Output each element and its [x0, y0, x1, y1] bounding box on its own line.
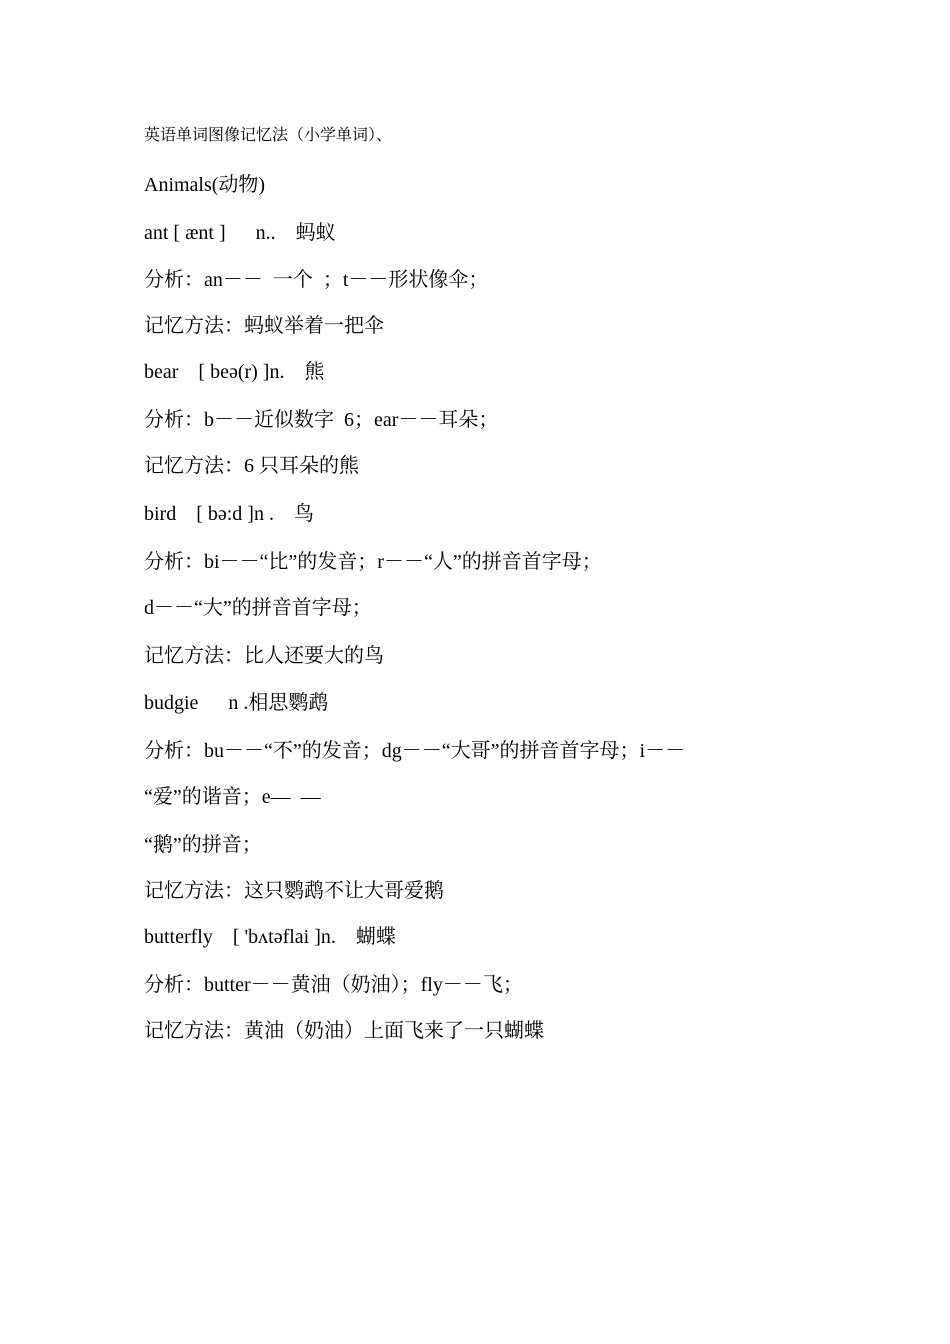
- analysis-bird: 分析：bi－－“比”的发音；r－－“人”的拼音首字母；: [144, 551, 602, 573]
- analysis-budgie-continued: “爱”的谐音；e— —: [144, 786, 321, 808]
- analysis-budgie-end: “鹅”的拼音；: [144, 834, 262, 856]
- section-heading: Animals(动物): [144, 174, 266, 196]
- word-entry-bird: bird [ bə:d ]n . 鸟: [144, 503, 314, 525]
- analysis-butterfly: 分析：butter－－黄油（奶油）；fly－－飞；: [144, 974, 523, 996]
- word-entry-butterfly: butterfly [ 'bʌtəflai ]n. 蝴蝶: [144, 926, 396, 948]
- memory-method-budgie: 记忆方法：这只鹦鹉不让大哥爱鹅: [144, 880, 444, 902]
- analysis-bird-continued: d－－“大”的拼音首字母；: [144, 597, 372, 619]
- analysis-bear: 分析：b－－近似数字 6；ear－－耳朵；: [144, 409, 499, 431]
- memory-method-bear: 记忆方法：6 只耳朵的熊: [144, 455, 359, 477]
- word-entry-bear: bear [ beə(r) ]n. 熊: [144, 361, 325, 383]
- analysis-budgie: 分析：bu－－“不”的发音；dg－－“大哥”的拼音首字母；i－－: [144, 740, 686, 762]
- word-entry-budgie: budgie n .相思鹦鹉: [144, 692, 329, 714]
- memory-method-bird: 记忆方法：比人还要大的鸟: [144, 645, 384, 667]
- document-title: 英语单词图像记忆法（小学单词）、: [144, 127, 393, 144]
- memory-method-butterfly: 记忆方法：黄油（奶油）上面飞来了一只蝴蝶: [144, 1020, 544, 1042]
- analysis-ant: 分析：an－－ 一个 ；t－－形状像伞；: [144, 269, 489, 291]
- word-entry-ant: ant [ ænt ] n.. 蚂蚁: [144, 222, 336, 244]
- memory-method-ant: 记忆方法：蚂蚁举着一把伞: [144, 315, 384, 337]
